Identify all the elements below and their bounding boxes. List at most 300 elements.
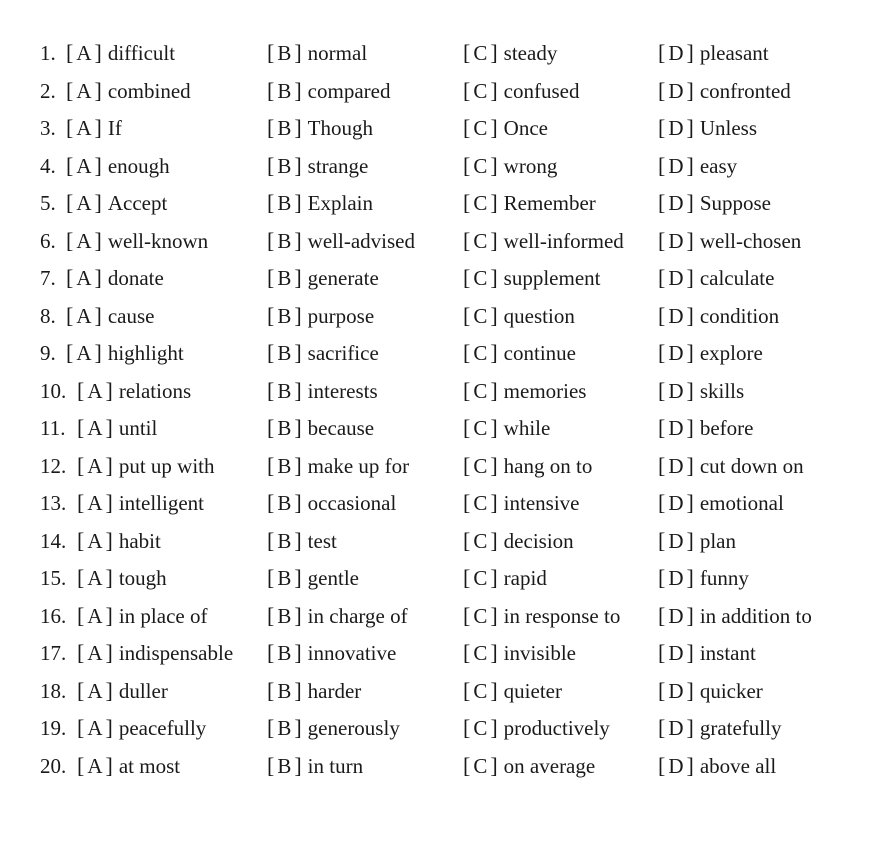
- bracket-close: ]: [686, 303, 694, 328]
- option-text: duller: [118, 679, 168, 703]
- bracket-open: [: [267, 640, 275, 665]
- option-b: [267, 376, 378, 406]
- option-text: invisible: [503, 641, 577, 665]
- bracket-open: [: [658, 303, 666, 328]
- option-c: [463, 226, 624, 256]
- bracket-open: [: [463, 190, 471, 215]
- option-letter: A: [87, 379, 103, 403]
- option-a: [66, 263, 164, 293]
- option-c: [463, 151, 557, 181]
- option-b: [267, 526, 337, 556]
- option-letter: C: [473, 491, 488, 515]
- bracket-close: ]: [490, 640, 498, 665]
- option-a: [77, 751, 180, 781]
- option-b: [267, 338, 379, 368]
- bracket-open: [: [267, 678, 275, 703]
- bracket-open: [: [267, 415, 275, 440]
- option-b: [267, 563, 359, 593]
- option-text: confronted: [699, 79, 791, 103]
- bracket-close: ]: [490, 453, 498, 478]
- bracket-close: ]: [490, 153, 498, 178]
- question-number: 6.: [40, 229, 56, 253]
- bracket-open: [: [658, 490, 666, 515]
- option-text: instant: [699, 641, 756, 665]
- option-letter: D: [668, 716, 684, 740]
- option-letter: A: [87, 604, 103, 628]
- bracket-close: ]: [686, 153, 694, 178]
- bracket-close: ]: [294, 565, 302, 590]
- question-number: 9.: [40, 341, 56, 365]
- option-letter: B: [277, 41, 292, 65]
- option-c: [463, 488, 580, 518]
- option-letter: C: [473, 154, 488, 178]
- bracket-open: [: [463, 528, 471, 553]
- option-text: donate: [107, 266, 164, 290]
- bracket-open: [: [658, 115, 666, 140]
- option-letter: C: [473, 304, 488, 328]
- bracket-close: ]: [686, 40, 694, 65]
- bracket-close: ]: [94, 115, 102, 140]
- option-letter: B: [277, 529, 292, 553]
- option-letter: A: [87, 641, 103, 665]
- option-text: until: [118, 416, 158, 440]
- option-letter: D: [668, 416, 684, 440]
- option-c: [463, 526, 574, 556]
- option-text: on average: [503, 754, 596, 778]
- option-letter: D: [668, 154, 684, 178]
- bracket-close: ]: [94, 303, 102, 328]
- option-letter: C: [473, 191, 488, 215]
- bracket-open: [: [66, 115, 74, 140]
- question-row: [0, 451, 878, 481]
- option-letter: C: [473, 416, 488, 440]
- option-letter: C: [473, 341, 488, 365]
- option-c: [463, 338, 576, 368]
- bracket-close: ]: [105, 603, 113, 628]
- bracket-open: [: [658, 715, 666, 740]
- question-row: [0, 526, 878, 556]
- bracket-open: [: [658, 378, 666, 403]
- option-letter: D: [668, 341, 684, 365]
- option-text: wrong: [503, 154, 558, 178]
- option-text: while: [503, 416, 551, 440]
- bracket-close: ]: [94, 40, 102, 65]
- bracket-open: [: [463, 753, 471, 778]
- option-d: [658, 263, 774, 293]
- bracket-open: [: [77, 753, 85, 778]
- question-row: [0, 263, 878, 293]
- bracket-open: [: [77, 603, 85, 628]
- option-letter: A: [76, 154, 92, 178]
- question-number: 20.: [40, 754, 67, 778]
- bracket-open: [: [267, 378, 275, 403]
- bracket-open: [: [463, 453, 471, 478]
- bracket-open: [: [77, 378, 85, 403]
- option-text: sacrifice: [307, 341, 379, 365]
- option-letter: C: [473, 641, 488, 665]
- option-b: [267, 451, 409, 481]
- question-number: 19.: [40, 716, 67, 740]
- option-a: [66, 338, 184, 368]
- option-letter: C: [473, 454, 488, 478]
- option-letter: B: [277, 191, 292, 215]
- option-letter: D: [668, 604, 684, 628]
- bracket-close: ]: [294, 453, 302, 478]
- bracket-close: ]: [490, 378, 498, 403]
- bracket-open: [: [267, 753, 275, 778]
- option-letter: B: [277, 641, 292, 665]
- bracket-close: ]: [490, 415, 498, 440]
- bracket-close: ]: [686, 415, 694, 440]
- option-c: [463, 301, 575, 331]
- bracket-close: ]: [490, 603, 498, 628]
- option-d: [658, 526, 736, 556]
- option-d: [658, 226, 801, 256]
- question-row: [0, 638, 878, 668]
- bracket-open: [: [267, 265, 275, 290]
- option-text: continue: [503, 341, 576, 365]
- option-text: skills: [699, 379, 745, 403]
- bracket-open: [: [77, 678, 85, 703]
- option-letter: B: [277, 416, 292, 440]
- option-text: relations: [118, 379, 192, 403]
- question-row: [0, 188, 878, 218]
- bracket-open: [: [463, 415, 471, 440]
- bracket-close: ]: [294, 715, 302, 740]
- option-text: Unless: [699, 116, 757, 140]
- option-d: [658, 413, 753, 443]
- option-b: [267, 413, 374, 443]
- option-letter: C: [473, 529, 488, 553]
- option-text: condition: [699, 304, 780, 328]
- option-d: [658, 151, 737, 181]
- question-number: 18.: [40, 679, 67, 703]
- option-c: [463, 263, 601, 293]
- bracket-close: ]: [94, 78, 102, 103]
- option-d: [658, 38, 769, 68]
- bracket-close: ]: [294, 490, 302, 515]
- question-number: 7.: [40, 266, 56, 290]
- bracket-open: [: [658, 265, 666, 290]
- option-letter: D: [668, 266, 684, 290]
- option-b: [267, 226, 415, 256]
- bracket-close: ]: [105, 378, 113, 403]
- option-text: tough: [118, 566, 167, 590]
- option-letter: A: [87, 491, 103, 515]
- option-d: [658, 563, 749, 593]
- bracket-close: ]: [294, 265, 302, 290]
- option-letter: D: [668, 641, 684, 665]
- option-letter: D: [668, 229, 684, 253]
- bracket-close: ]: [686, 265, 694, 290]
- question-row: [0, 338, 878, 368]
- option-text: put up with: [118, 454, 215, 478]
- option-letter: C: [473, 566, 488, 590]
- option-text: supplement: [503, 266, 601, 290]
- option-letter: A: [87, 454, 103, 478]
- option-letter: A: [87, 529, 103, 553]
- question-row: [0, 376, 878, 406]
- option-a: [77, 413, 157, 443]
- bracket-close: ]: [686, 228, 694, 253]
- bracket-open: [: [267, 565, 275, 590]
- option-letter: A: [76, 304, 92, 328]
- question-row: [0, 113, 878, 143]
- bracket-close: ]: [105, 715, 113, 740]
- bracket-close: ]: [490, 265, 498, 290]
- option-text: plan: [699, 529, 736, 553]
- option-text: Once: [503, 116, 548, 140]
- bracket-close: ]: [686, 115, 694, 140]
- option-text: hang on to: [503, 454, 593, 478]
- option-text: intelligent: [118, 491, 204, 515]
- bracket-close: ]: [294, 78, 302, 103]
- bracket-open: [: [267, 228, 275, 253]
- question-row: [0, 413, 878, 443]
- bracket-close: ]: [294, 190, 302, 215]
- bracket-open: [: [658, 415, 666, 440]
- bracket-open: [: [463, 340, 471, 365]
- bracket-close: ]: [94, 340, 102, 365]
- option-c: [463, 451, 592, 481]
- bracket-close: ]: [490, 78, 498, 103]
- question-number: 2.: [40, 79, 56, 103]
- bracket-open: [: [77, 415, 85, 440]
- option-d: [658, 301, 779, 331]
- bracket-close: ]: [686, 378, 694, 403]
- option-b: [267, 301, 374, 331]
- question-row: [0, 676, 878, 706]
- option-text: compared: [307, 79, 391, 103]
- option-a: [66, 226, 208, 256]
- option-letter: A: [76, 266, 92, 290]
- option-letter: C: [473, 716, 488, 740]
- option-letter: C: [473, 229, 488, 253]
- option-letter: B: [277, 491, 292, 515]
- bracket-close: ]: [686, 190, 694, 215]
- option-letter: C: [473, 604, 488, 628]
- bracket-close: ]: [490, 303, 498, 328]
- question-row: [0, 151, 878, 181]
- option-b: [267, 713, 400, 743]
- option-a: [77, 638, 233, 668]
- bracket-open: [: [77, 490, 85, 515]
- bracket-close: ]: [94, 265, 102, 290]
- question-row: [0, 601, 878, 631]
- option-a: [77, 526, 161, 556]
- option-text: in turn: [307, 754, 364, 778]
- bracket-open: [: [77, 453, 85, 478]
- question-number: 4.: [40, 154, 56, 178]
- option-text: Suppose: [699, 191, 772, 215]
- option-c: [463, 38, 557, 68]
- option-text: occasional: [307, 491, 397, 515]
- option-letter: B: [277, 604, 292, 628]
- option-text: rapid: [503, 566, 547, 590]
- option-letter: A: [87, 416, 103, 440]
- option-d: [658, 188, 771, 218]
- bracket-open: [: [658, 190, 666, 215]
- option-letter: D: [668, 679, 684, 703]
- bracket-open: [: [267, 190, 275, 215]
- option-a: [77, 713, 206, 743]
- option-text: gentle: [307, 566, 359, 590]
- bracket-close: ]: [490, 340, 498, 365]
- option-d: [658, 376, 744, 406]
- option-letter: D: [668, 754, 684, 778]
- question-row: [0, 751, 878, 781]
- bracket-close: ]: [490, 40, 498, 65]
- option-letter: B: [277, 79, 292, 103]
- question-number: 11.: [40, 416, 66, 440]
- option-text: in place of: [118, 604, 208, 628]
- option-a: [77, 376, 191, 406]
- bracket-close: ]: [686, 715, 694, 740]
- option-a: [77, 451, 215, 481]
- bracket-open: [: [463, 565, 471, 590]
- bracket-close: ]: [294, 340, 302, 365]
- option-text: memories: [503, 379, 587, 403]
- option-text: intensive: [503, 491, 580, 515]
- bracket-open: [: [463, 40, 471, 65]
- bracket-open: [: [463, 303, 471, 328]
- option-letter: A: [87, 566, 103, 590]
- bracket-open: [: [463, 640, 471, 665]
- option-d: [658, 713, 781, 743]
- option-letter: D: [668, 454, 684, 478]
- bracket-open: [: [66, 303, 74, 328]
- option-letter: A: [87, 754, 103, 778]
- option-d: [658, 113, 757, 143]
- option-text: purpose: [307, 304, 375, 328]
- option-text: Accept: [107, 191, 168, 215]
- option-letter: C: [473, 379, 488, 403]
- option-text: confused: [503, 79, 580, 103]
- option-text: above all: [699, 754, 777, 778]
- bracket-open: [: [463, 115, 471, 140]
- option-c: [463, 76, 579, 106]
- option-c: [463, 413, 550, 443]
- option-b: [267, 751, 363, 781]
- option-b: [267, 38, 367, 68]
- option-letter: D: [668, 191, 684, 215]
- bracket-close: ]: [294, 415, 302, 440]
- bracket-open: [: [267, 453, 275, 478]
- bracket-close: ]: [294, 115, 302, 140]
- bracket-close: ]: [105, 415, 113, 440]
- bracket-open: [: [463, 265, 471, 290]
- option-text: gratefully: [699, 716, 782, 740]
- option-text: Remember: [503, 191, 596, 215]
- option-text: difficult: [107, 41, 176, 65]
- question-number: 12.: [40, 454, 67, 478]
- bracket-close: ]: [490, 715, 498, 740]
- bracket-close: ]: [294, 753, 302, 778]
- bracket-open: [: [463, 715, 471, 740]
- option-text: decision: [503, 529, 574, 553]
- option-text: innovative: [307, 641, 397, 665]
- bracket-open: [: [267, 715, 275, 740]
- option-text: normal: [307, 41, 368, 65]
- option-b: [267, 151, 368, 181]
- bracket-open: [: [77, 565, 85, 590]
- bracket-close: ]: [94, 228, 102, 253]
- bracket-open: [: [658, 565, 666, 590]
- option-text: pleasant: [699, 41, 769, 65]
- bracket-close: ]: [105, 565, 113, 590]
- bracket-close: ]: [686, 753, 694, 778]
- bracket-open: [: [267, 340, 275, 365]
- bracket-close: ]: [105, 753, 113, 778]
- option-d: [658, 451, 804, 481]
- bracket-open: [: [658, 340, 666, 365]
- option-b: [267, 76, 390, 106]
- bracket-close: ]: [490, 528, 498, 553]
- bracket-open: [: [463, 378, 471, 403]
- question-row: [0, 563, 878, 593]
- bracket-close: ]: [490, 678, 498, 703]
- option-text: in addition to: [699, 604, 812, 628]
- option-letter: A: [76, 116, 92, 140]
- option-letter: A: [76, 341, 92, 365]
- option-b: [267, 113, 373, 143]
- bracket-close: ]: [294, 603, 302, 628]
- bracket-open: [: [66, 228, 74, 253]
- bracket-open: [: [66, 153, 74, 178]
- option-text: calculate: [699, 266, 775, 290]
- bracket-open: [: [658, 678, 666, 703]
- option-b: [267, 488, 396, 518]
- bracket-close: ]: [105, 453, 113, 478]
- option-text: If: [107, 116, 122, 140]
- bracket-open: [: [267, 153, 275, 178]
- bracket-close: ]: [686, 603, 694, 628]
- bracket-open: [: [66, 265, 74, 290]
- option-letter: B: [277, 341, 292, 365]
- bracket-open: [: [66, 40, 74, 65]
- bracket-close: ]: [294, 228, 302, 253]
- option-a: [66, 38, 175, 68]
- bracket-close: ]: [294, 640, 302, 665]
- option-c: [463, 376, 586, 406]
- option-d: [658, 76, 791, 106]
- question-number: 14.: [40, 529, 67, 553]
- option-letter: A: [76, 229, 92, 253]
- bracket-close: ]: [490, 753, 498, 778]
- option-a: [77, 676, 168, 706]
- option-a: [66, 301, 154, 331]
- bracket-open: [: [267, 303, 275, 328]
- option-letter: D: [668, 304, 684, 328]
- option-letter: D: [668, 379, 684, 403]
- option-c: [463, 676, 562, 706]
- option-text: make up for: [307, 454, 410, 478]
- bracket-open: [: [463, 603, 471, 628]
- option-text: well-advised: [307, 229, 415, 253]
- bracket-open: [: [77, 715, 85, 740]
- bracket-open: [: [463, 228, 471, 253]
- question-row: [0, 713, 878, 743]
- option-letter: C: [473, 679, 488, 703]
- option-text: generate: [307, 266, 379, 290]
- bracket-close: ]: [105, 528, 113, 553]
- bracket-open: [: [658, 40, 666, 65]
- option-d: [658, 676, 763, 706]
- option-b: [267, 601, 408, 631]
- bracket-close: ]: [490, 565, 498, 590]
- bracket-close: ]: [294, 40, 302, 65]
- option-text: in response to: [503, 604, 621, 628]
